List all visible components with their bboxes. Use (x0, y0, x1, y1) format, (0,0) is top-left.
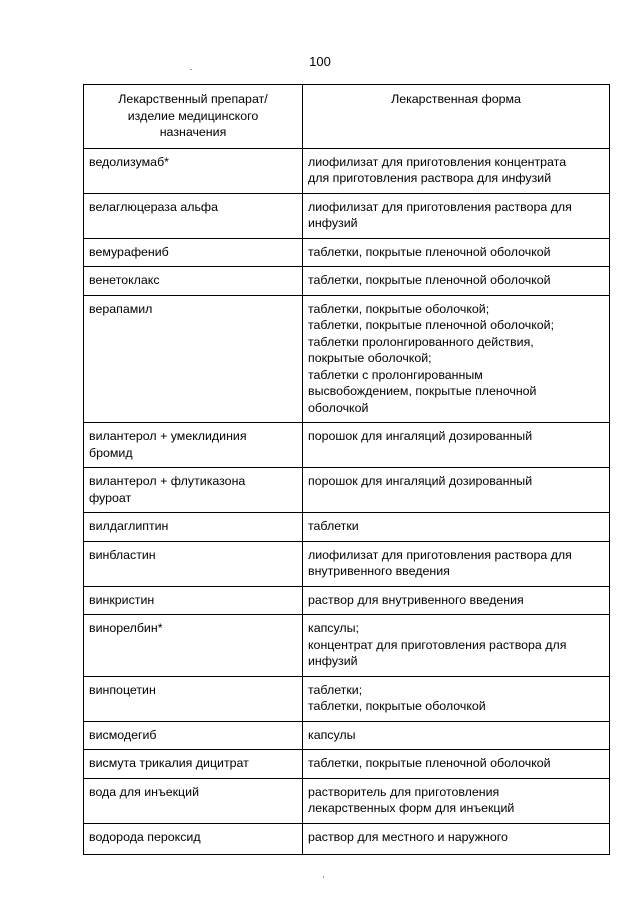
dosage-form-cell: таблетки, покрытые оболочкой; таблетки, покрытые пленочной оболочкой; таблетки пролонгированного действия, покрытые оболочкой; таблетки с пролонгированным высвобождением, покрытые пленочной оболочкой (303, 295, 610, 423)
page-number: 100 (309, 54, 331, 69)
table-header-row (84, 85, 610, 149)
drug-name-cell: водорода пероксид (84, 823, 303, 854)
table-row (84, 615, 610, 677)
table-row (84, 676, 610, 721)
dosage-form-cell: порошок для ингаляций дозированный (303, 423, 610, 468)
dosage-form-cell: лиофилизат для приготовления раствора для инфузий (303, 193, 610, 238)
drug-name-cell: висмута трикалия дицитрат (84, 750, 303, 779)
drug-name-cell: вилдаглиптин (84, 513, 303, 542)
table-row (84, 295, 610, 423)
table-row (84, 721, 610, 750)
drug-name-cell: висмодегиб (84, 721, 303, 750)
dosage-form-cell: капсулы (303, 721, 610, 750)
table-row (84, 586, 610, 615)
dosage-form-cell: раствор для внутривенного введения (303, 586, 610, 615)
table-row (84, 423, 610, 468)
drug-name-cell: винорелбин* (84, 615, 303, 677)
table-row (84, 193, 610, 238)
dosage-form-cell: таблетки (303, 513, 610, 542)
column-header-drug: Лекарственный препарат/ изделие медицинского назначения (84, 85, 303, 149)
dosage-form-cell: таблетки, покрытые пленочной оболочкой (303, 238, 610, 267)
table-row (84, 823, 610, 854)
table-row (84, 541, 610, 586)
drug-name-cell: вемурафениб (84, 238, 303, 267)
drug-name-cell: вилантерол + флутиказона фуроат (84, 468, 303, 513)
drug-name-cell: вилантерол + умеклидиния бромид (84, 423, 303, 468)
dosage-form-cell: таблетки, покрытые пленочной оболочкой (303, 750, 610, 779)
drug-name-cell: велаглюцераза альфа (84, 193, 303, 238)
dosage-form-cell: капсулы; концентрат для приготовления раствора для инфузий (303, 615, 610, 677)
drug-name-cell: верапамил (84, 295, 303, 423)
drug-name-cell: винпоцетин (84, 676, 303, 721)
dosage-form-cell: раствор для местного и наружного (303, 823, 610, 854)
drug-form-table (83, 84, 610, 855)
drug-name-cell: вода для инъекций (84, 778, 303, 823)
dosage-form-cell: таблетки; таблетки, покрытые оболочкой (303, 676, 610, 721)
scan-speck (190, 69, 192, 70)
table-row (84, 513, 610, 542)
drug-name-cell: винбластин (84, 541, 303, 586)
table-row (84, 267, 610, 296)
drug-name-cell: ведолизумаб* (84, 148, 303, 193)
table-row (84, 148, 610, 193)
table-row (84, 238, 610, 267)
table-row (84, 778, 610, 823)
table-row (84, 468, 610, 513)
scan-speck (323, 876, 324, 878)
table-row (84, 750, 610, 779)
dosage-form-cell: таблетки, покрытые пленочной оболочкой (303, 267, 610, 296)
dosage-form-cell: растворитель для приготовления лекарственных форм для инъекций (303, 778, 610, 823)
drug-name-cell: винкристин (84, 586, 303, 615)
dosage-form-cell: порошок для ингаляций дозированный (303, 468, 610, 513)
column-header-form: Лекарственная форма (303, 85, 610, 149)
drug-name-cell: венетоклакс (84, 267, 303, 296)
dosage-form-cell: лиофилизат для приготовления концентрата для приготовления раствора для инфузий (303, 148, 610, 193)
dosage-form-cell: лиофилизат для приготовления раствора для внутривенного введения (303, 541, 610, 586)
